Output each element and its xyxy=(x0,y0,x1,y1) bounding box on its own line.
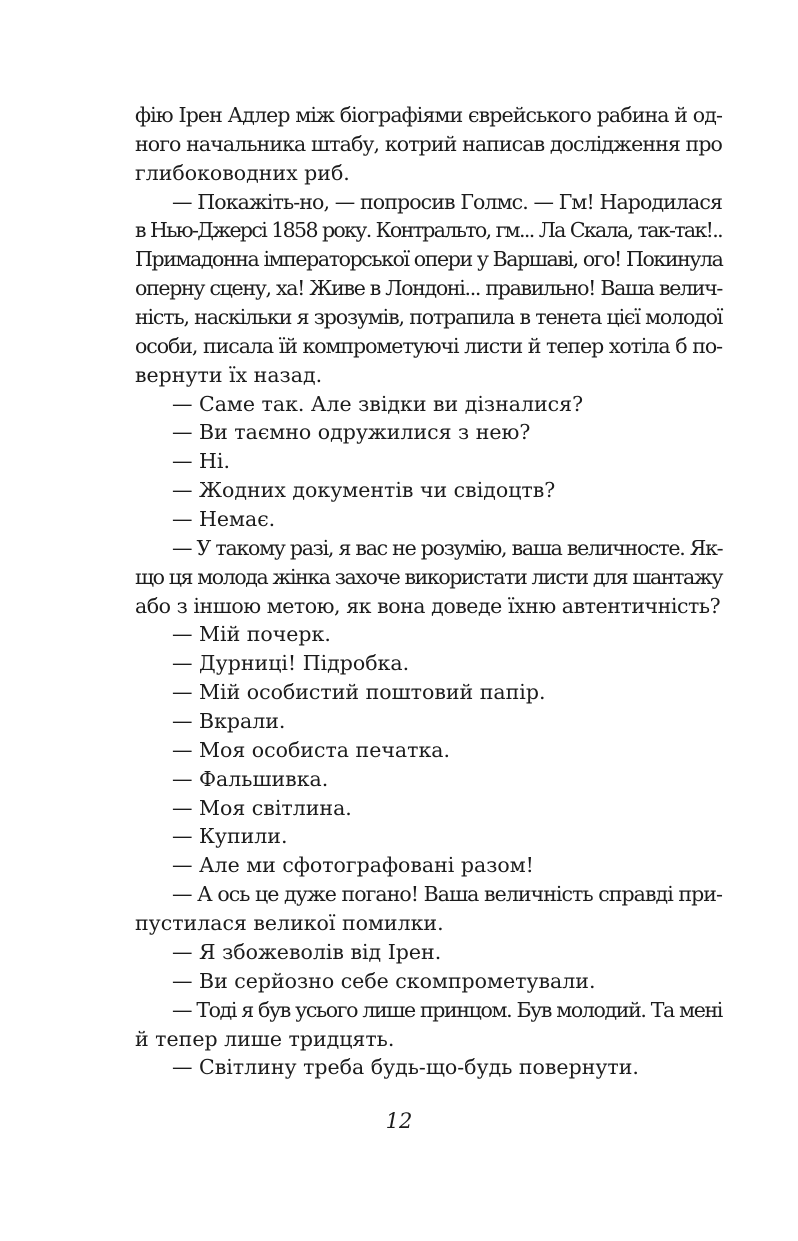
text-line: — Моя особиста печатка. xyxy=(172,737,450,762)
text-line: глибоководних риб. xyxy=(135,160,350,185)
text-line: що ця молода жінка захоче використати листи для шантажу xyxy=(135,564,722,589)
text-line: — А ось це дуже погано! Ваша величність справді при- xyxy=(172,882,722,907)
text-line: — Тоді я був усього лише принцом. Був молодий. Та мені xyxy=(172,997,722,1022)
text-line: — Я збожеволів від Ірен. xyxy=(172,939,442,964)
page-number: 12 xyxy=(385,1109,413,1133)
text-line: — Світлину треба будь-що-будь повернути. xyxy=(172,1055,639,1080)
text-line: й тепер лише тридцять. xyxy=(135,1026,395,1051)
text-line: — Ні. xyxy=(172,449,230,474)
text-line: — Але ми сфотографовані разом! xyxy=(172,853,534,878)
text-line: — Вкрали. xyxy=(172,709,286,734)
text-line: — Саме так. Але звідки ви дізналися? xyxy=(172,391,584,416)
text-line: — Ви таємно одружилися з нею? xyxy=(172,420,531,445)
body-text xyxy=(135,101,722,1082)
text-line: ність, наскільки я зрозумів, потрапила в тенета цієї молодої xyxy=(135,305,723,330)
text-line: ного начальника штабу, котрий написав дослідження про xyxy=(135,131,722,156)
text-line: вернути їх назад. xyxy=(135,362,323,387)
text-line: — Дурниці! Підробка. xyxy=(172,651,410,676)
text-line: — Купили. xyxy=(172,824,288,849)
text-line: пустилася великої помилки. xyxy=(135,911,444,936)
text-line: — Немає. xyxy=(172,507,276,532)
text-line: особи, писала їй компрометуючі листи й тепер хотіла б по- xyxy=(135,333,722,358)
text-line: — Жодних документів чи свідоцтв? xyxy=(172,478,556,503)
text-line: або з іншою метою, як вона доведе їхню автентичність? xyxy=(135,593,721,618)
text-line: — Мій почерк. xyxy=(172,622,331,647)
text-line: — Покажіть-но, — попросив Голмс. — Гм! Народилася xyxy=(172,189,722,214)
text-line: — Моя світлина. xyxy=(172,795,352,820)
text-line: оперну сцену, ха! Живе в Лондоні... правильно! Ваша велич- xyxy=(135,276,722,301)
text-line: — Мій особистий поштовий папір. xyxy=(172,680,546,705)
text-line: — Фальшивка. xyxy=(172,766,329,791)
text-line: в Нью-Джерсі 1858 року. Контральто, гм... Ла Скала, так-так!.. xyxy=(135,218,722,243)
text-line: Примадонна імператорської опери у Варшаві, ого! Покинула xyxy=(135,247,723,272)
text-line: фію Ірен Адлер між біографіями єврейського рабина й од- xyxy=(135,103,722,127)
text-line: — Ви серйозно себе скомпрометували. xyxy=(172,968,596,993)
text-line: — У такому разі, я вас не розумію, ваша величносте. Як- xyxy=(172,535,723,560)
